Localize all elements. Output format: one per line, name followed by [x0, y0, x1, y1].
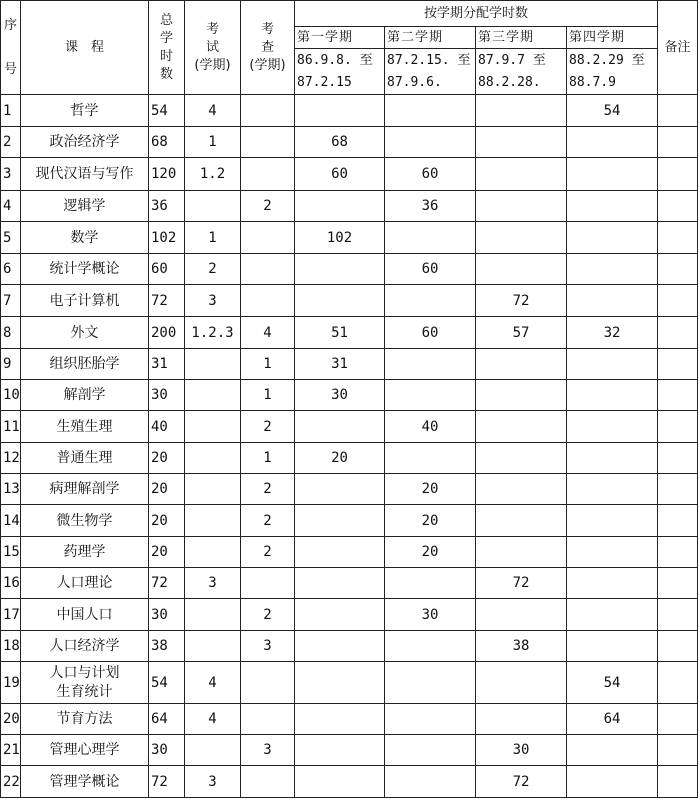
row-number: 2 [1, 127, 21, 158]
semester-2-hours [385, 95, 476, 127]
semester-4-hours: 54 [567, 95, 658, 127]
semester-2-hours: 30 [385, 599, 476, 631]
exam-semester: 3 [185, 285, 241, 317]
semester-4-hours [567, 505, 658, 537]
table-row [1, 443, 698, 474]
check-semester [241, 254, 295, 285]
header-semester-group: 按学期分配学时数 [295, 1, 658, 27]
total-hours: 72 [149, 285, 185, 317]
exam-semester: 4 [185, 95, 241, 127]
row-number: 13 [1, 474, 21, 505]
semester-3-hours [476, 222, 567, 254]
remark-cell [658, 537, 698, 568]
semester-4-to-prefix: 至 [631, 52, 645, 68]
header-semester-3-dates [476, 49, 567, 95]
remark-cell [658, 349, 698, 380]
total-hours: 72 [149, 568, 185, 599]
remark-cell [658, 599, 698, 631]
check-semester [241, 158, 295, 191]
row-number: 1 [1, 95, 21, 127]
semester-2-hours: 60 [385, 158, 476, 191]
table-row [1, 95, 698, 127]
header-seq: 序 号 [1, 1, 21, 95]
exam-semester [185, 443, 241, 474]
header-semester-1-dates [295, 49, 385, 95]
exam-semester [185, 599, 241, 631]
semester-1-hours: 20 [295, 443, 385, 474]
semester-1-hours [295, 285, 385, 317]
header-course: 课 程 [21, 1, 149, 95]
remark-cell [658, 568, 698, 599]
course-name: 电子计算机 [21, 285, 149, 317]
exam-semester: 2 [185, 254, 241, 285]
table-row [1, 537, 698, 568]
remark-cell [658, 254, 698, 285]
row-number: 22 [1, 766, 21, 798]
table-row [1, 127, 698, 158]
row-number: 3 [1, 158, 21, 191]
course-name: 数学 [21, 222, 149, 254]
course-name: 人口经济学 [21, 631, 149, 662]
course-name: 微生物学 [21, 505, 149, 537]
course-name: 中国人口 [21, 599, 149, 631]
check-semester [241, 222, 295, 254]
row-number: 4 [1, 191, 21, 222]
row-number: 11 [1, 411, 21, 443]
remark-cell [658, 443, 698, 474]
total-hours: 120 [149, 158, 185, 191]
exam-semester [185, 380, 241, 411]
exam-semester: 4 [185, 662, 241, 704]
course-name: 外文 [21, 317, 149, 349]
table-row [1, 285, 698, 317]
check-semester: 3 [241, 631, 295, 662]
semester-2-hours: 20 [385, 537, 476, 568]
course-name: 政治经济学 [21, 127, 149, 158]
remark-cell [658, 631, 698, 662]
table-row [1, 662, 698, 704]
remark-cell [658, 411, 698, 443]
row-number: 20 [1, 704, 21, 735]
total-hours: 54 [149, 662, 185, 704]
semester-1-hours [295, 411, 385, 443]
remark-cell [658, 380, 698, 411]
remark-cell [658, 505, 698, 537]
check-semester [241, 766, 295, 798]
semester-2-hours: 60 [385, 254, 476, 285]
semester-2-hours [385, 222, 476, 254]
check-semester: 1 [241, 380, 295, 411]
table-row [1, 505, 698, 537]
semester-1-hours [295, 631, 385, 662]
header-total-hours: 总 学 时 数 [149, 1, 185, 95]
course-name: 统计学概论 [21, 254, 149, 285]
remark-cell [658, 158, 698, 191]
semester-4-hours: 32 [567, 317, 658, 349]
semester-4-hours [567, 380, 658, 411]
total-hours: 60 [149, 254, 185, 285]
course-name: 逻辑学 [21, 191, 149, 222]
exam-semester [185, 505, 241, 537]
semester-1-hours [295, 662, 385, 704]
table-row [1, 411, 698, 443]
semester-1-hours: 30 [295, 380, 385, 411]
exam-semester [185, 349, 241, 380]
total-hours: 102 [149, 222, 185, 254]
total-hours: 20 [149, 505, 185, 537]
total-hours: 40 [149, 411, 185, 443]
semester-2-hours [385, 568, 476, 599]
semester-1-to-prefix: 至 [359, 52, 373, 68]
semester-1-hours [295, 568, 385, 599]
course-name: 药理学 [21, 537, 149, 568]
exam-semester: 3 [185, 568, 241, 599]
semester-1-from: 86.9.8. [297, 52, 352, 68]
semester-2-hours [385, 443, 476, 474]
row-number: 17 [1, 599, 21, 631]
semester-3-from: 87.9.7 [478, 52, 525, 68]
exam-semester [185, 735, 241, 766]
check-semester: 2 [241, 474, 295, 505]
header-semester-4-dates [567, 49, 658, 95]
table-row [1, 704, 698, 735]
table-row [1, 568, 698, 599]
remark-cell [658, 704, 698, 735]
course-name: 解剖学 [21, 380, 149, 411]
table-row [1, 191, 698, 222]
semester-3-hours [476, 599, 567, 631]
total-hours: 68 [149, 127, 185, 158]
exam-semester [185, 474, 241, 505]
semester-4-hours [567, 222, 658, 254]
semester-2-hours [385, 631, 476, 662]
row-number: 14 [1, 505, 21, 537]
table-row [1, 599, 698, 631]
semester-3-hours: 30 [476, 735, 567, 766]
semester-2-hours: 20 [385, 505, 476, 537]
semester-1-hours [295, 766, 385, 798]
semester-2-from: 87.2.15. [387, 52, 450, 68]
semester-3-to: 88.2.28. [478, 74, 541, 90]
header-check-semester: 考 查 (学期) [241, 1, 295, 95]
semester-2-hours [385, 380, 476, 411]
check-semester [241, 704, 295, 735]
total-hours: 200 [149, 317, 185, 349]
semester-1-hours: 102 [295, 222, 385, 254]
semester-1-hours: 60 [295, 158, 385, 191]
semester-3-hours: 57 [476, 317, 567, 349]
row-number: 12 [1, 443, 21, 474]
row-number: 5 [1, 222, 21, 254]
total-hours: 20 [149, 537, 185, 568]
semester-2-hours [385, 349, 476, 380]
semester-3-hours [476, 191, 567, 222]
exam-semester: 1.2.3 [185, 317, 241, 349]
semester-3-hours: 72 [476, 568, 567, 599]
remark-cell [658, 317, 698, 349]
semester-2-hours: 20 [385, 474, 476, 505]
row-number: 6 [1, 254, 21, 285]
semester-1-hours [295, 599, 385, 631]
semester-2-hours: 40 [385, 411, 476, 443]
semester-1-hours: 68 [295, 127, 385, 158]
row-number: 16 [1, 568, 21, 599]
semester-3-hours [476, 95, 567, 127]
course-name: 人口与计划 生育统计 [21, 662, 149, 704]
exam-semester: 3 [185, 766, 241, 798]
semester-4-hours [567, 631, 658, 662]
remark-cell [658, 285, 698, 317]
semester-3-to-prefix: 至 [532, 52, 546, 68]
semester-2-hours [385, 662, 476, 704]
course-name: 生殖生理 [21, 411, 149, 443]
semester-4-hours [567, 735, 658, 766]
table-row [1, 158, 698, 191]
row-number: 10 [1, 380, 21, 411]
table-row [1, 349, 698, 380]
row-number: 8 [1, 317, 21, 349]
semester-3-hours [476, 662, 567, 704]
course-name: 管理心理学 [21, 735, 149, 766]
semester-4-hours [567, 568, 658, 599]
course-name: 哲学 [21, 95, 149, 127]
remark-cell [658, 662, 698, 704]
row-number: 21 [1, 735, 21, 766]
semester-4-hours [567, 158, 658, 191]
header-semester-4: 第四学期 [567, 27, 658, 49]
semester-2-hours: 36 [385, 191, 476, 222]
semester-3-hours: 72 [476, 766, 567, 798]
semester-3-hours [476, 474, 567, 505]
semester-2-hours [385, 285, 476, 317]
header-exam-semester: 考 试 (学期) [185, 1, 241, 95]
semester-4-hours [567, 191, 658, 222]
row-number: 15 [1, 537, 21, 568]
semester-3-hours [476, 254, 567, 285]
semester-2-hours [385, 735, 476, 766]
header-remark: 备注 [658, 1, 698, 95]
total-hours: 30 [149, 599, 185, 631]
semester-2-hours [385, 766, 476, 798]
semester-1-hours [295, 254, 385, 285]
semester-1-hours: 51 [295, 317, 385, 349]
check-semester [241, 95, 295, 127]
semester-2-to-prefix: 至 [457, 52, 471, 68]
total-hours: 54 [149, 95, 185, 127]
course-name: 病理解剖学 [21, 474, 149, 505]
check-semester: 2 [241, 537, 295, 568]
semester-4-hours: 64 [567, 704, 658, 735]
semester-4-hours [567, 127, 658, 158]
semester-3-hours [476, 505, 567, 537]
semester-3-hours [476, 127, 567, 158]
semester-4-hours [567, 599, 658, 631]
course-name: 人口理论 [21, 568, 149, 599]
check-semester: 2 [241, 191, 295, 222]
course-name: 节育方法 [21, 704, 149, 735]
check-semester [241, 127, 295, 158]
semester-4-from: 88.2.29 [569, 52, 624, 68]
semester-3-hours [476, 380, 567, 411]
total-hours: 30 [149, 380, 185, 411]
semester-1-hours [295, 537, 385, 568]
header-semester-3: 第三学期 [476, 27, 567, 49]
semester-1-hours [295, 735, 385, 766]
table-row [1, 766, 698, 798]
check-semester: 3 [241, 735, 295, 766]
exam-semester [185, 191, 241, 222]
semester-1-hours [295, 191, 385, 222]
semester-4-hours [567, 537, 658, 568]
exam-semester [185, 537, 241, 568]
semester-2-to: 87.9.6. [387, 74, 442, 90]
course-name: 管理学概论 [21, 766, 149, 798]
semester-2-hours [385, 127, 476, 158]
semester-4-hours [567, 285, 658, 317]
semester-4-hours [567, 254, 658, 285]
check-semester [241, 285, 295, 317]
total-hours: 38 [149, 631, 185, 662]
row-number: 19 [1, 662, 21, 704]
check-semester: 4 [241, 317, 295, 349]
exam-semester: 1 [185, 222, 241, 254]
remark-cell [658, 191, 698, 222]
remark-cell [658, 474, 698, 505]
semester-4-hours [567, 349, 658, 380]
exam-semester: 4 [185, 704, 241, 735]
semester-3-hours [476, 349, 567, 380]
check-semester [241, 662, 295, 704]
semester-3-hours [476, 158, 567, 191]
table-row [1, 631, 698, 662]
remark-cell [658, 735, 698, 766]
row-number: 9 [1, 349, 21, 380]
exam-semester [185, 411, 241, 443]
check-semester: 2 [241, 411, 295, 443]
semester-1-hours [295, 505, 385, 537]
table-row [1, 317, 698, 349]
remark-cell [658, 95, 698, 127]
course-name: 普通生理 [21, 443, 149, 474]
semester-4-hours [567, 766, 658, 798]
semester-3-hours [476, 704, 567, 735]
total-hours: 72 [149, 766, 185, 798]
exam-semester [185, 631, 241, 662]
semester-2-hours [385, 704, 476, 735]
exam-semester: 1.2 [185, 158, 241, 191]
semester-3-hours: 38 [476, 631, 567, 662]
total-hours: 36 [149, 191, 185, 222]
row-number: 18 [1, 631, 21, 662]
semester-2-hours: 60 [385, 317, 476, 349]
semester-1-hours [295, 474, 385, 505]
check-semester [241, 568, 295, 599]
total-hours: 30 [149, 735, 185, 766]
table-row [1, 254, 698, 285]
semester-4-hours [567, 443, 658, 474]
total-hours: 64 [149, 704, 185, 735]
header-semester-2-dates [385, 49, 476, 95]
table-row [1, 735, 698, 766]
total-hours: 20 [149, 474, 185, 505]
semester-4-hours [567, 411, 658, 443]
total-hours: 31 [149, 349, 185, 380]
header-semester-1: 第一学期 [295, 27, 385, 49]
semester-4-hours: 54 [567, 662, 658, 704]
course-name: 现代汉语与写作 [21, 158, 149, 191]
semester-3-hours [476, 537, 567, 568]
course-name: 组织胚胎学 [21, 349, 149, 380]
header-semester-2: 第二学期 [385, 27, 476, 49]
check-semester: 1 [241, 443, 295, 474]
semester-3-hours: 72 [476, 285, 567, 317]
exam-semester: 1 [185, 127, 241, 158]
remark-cell [658, 766, 698, 798]
check-semester: 2 [241, 505, 295, 537]
table-row [1, 222, 698, 254]
remark-cell [658, 222, 698, 254]
semester-1-hours [295, 704, 385, 735]
semester-4-hours [567, 474, 658, 505]
total-hours: 20 [149, 443, 185, 474]
check-semester: 2 [241, 599, 295, 631]
header-row-1 [1, 1, 698, 27]
semester-3-hours [476, 443, 567, 474]
remark-cell [658, 127, 698, 158]
table-row [1, 474, 698, 505]
row-number: 7 [1, 285, 21, 317]
table-row [1, 380, 698, 411]
semester-1-to: 87.2.15 [297, 74, 352, 90]
check-semester: 1 [241, 349, 295, 380]
semester-1-hours [295, 95, 385, 127]
semester-3-hours [476, 411, 567, 443]
semester-1-hours: 31 [295, 349, 385, 380]
semester-4-to: 88.7.9 [569, 74, 616, 90]
